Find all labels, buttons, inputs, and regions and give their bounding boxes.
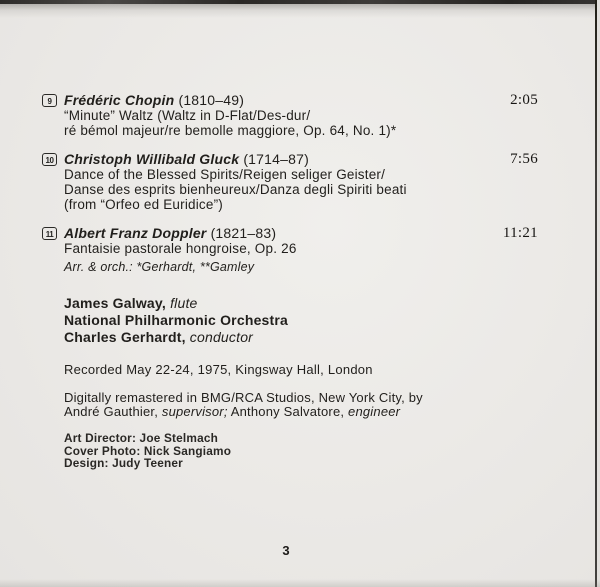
personnel-line-soloist	[64, 295, 538, 312]
track-title-line: “Minute” Waltz (Waltz in D-Flat/Des-dur/	[64, 108, 311, 123]
track-title-line: (from “Orfeo ed Euridice”)	[64, 197, 223, 212]
track-title-line: ré bémol majeur/re bemolle maggiore, Op. 64, No. 1)*	[64, 123, 397, 138]
track-number-box: 11	[42, 227, 57, 240]
track-heading	[64, 151, 490, 167]
performer-name: National Philharmonic Orchestra	[64, 312, 289, 328]
remaster-line-1: Digitally remastered in BMG/RCA Studios, New York City, by	[64, 390, 423, 405]
remaster-line-2	[64, 405, 538, 419]
track-number-box: 10	[42, 153, 57, 166]
performer-role: conductor	[189, 329, 254, 345]
credit-art-director: Art Director: Joe Stelmach	[64, 431, 219, 445]
composer-dates: (1714–87)	[243, 151, 309, 167]
composer-name: Albert Franz Doppler	[64, 225, 207, 241]
personnel-block	[64, 295, 538, 346]
personnel-line-orchestra	[64, 312, 538, 329]
composer-dates: (1821–83)	[210, 225, 277, 241]
arranger-note: Arr. & orch.: *Gerhardt, **Gamley	[64, 260, 255, 274]
remaster-names: André Gauthier,	[64, 403, 162, 419]
track-row-10	[42, 151, 538, 212]
remaster-role-supervisor: supervisor;	[161, 403, 228, 419]
track-row-11	[42, 225, 538, 256]
track-number-box: 9	[42, 94, 57, 107]
track-title-line: Danse des esprits bienheureux/Danza degli Spiriti beati	[64, 182, 407, 197]
track-title-line: Fantaisie pastorale hongroise, Op. 26	[64, 241, 297, 256]
track-text	[64, 225, 490, 256]
page-number: 3	[282, 542, 290, 558]
credit-cover-photo: Cover Photo: Nick Sangiamo	[64, 443, 232, 458]
track-heading	[64, 92, 490, 108]
remaster-note	[64, 391, 538, 418]
remaster-names: Anthony Salvatore,	[227, 403, 349, 419]
remaster-role-engineer: engineer	[348, 403, 401, 419]
track-row-9	[42, 92, 538, 138]
track-text	[64, 92, 490, 138]
track-title-line: Dance of the Blessed Spirits/Reigen seliger Geister/	[64, 167, 386, 182]
performer-name: Charles Gerhardt,	[64, 329, 186, 345]
track-duration: 11:21	[502, 225, 538, 241]
composer-name: Christoph Willibald Gluck	[64, 151, 240, 167]
track-duration: 7:56	[510, 151, 538, 167]
performer-role: flute	[170, 295, 198, 311]
performer-name: James Galway,	[64, 295, 166, 311]
track-heading	[64, 225, 490, 241]
track-text	[64, 151, 490, 212]
recording-note: Recorded May 22-24, 1975, Kingsway Hall, London	[64, 362, 373, 377]
track-duration: 2:05	[510, 92, 538, 108]
scan-edge-bottom	[0, 579, 600, 587]
credit-design: Design: Judy Teener	[64, 456, 183, 471]
composer-dates: (1810–49)	[178, 92, 245, 108]
personnel-line-conductor	[64, 329, 538, 346]
credits-block	[64, 432, 538, 470]
composer-name: Frédéric Chopin	[64, 92, 175, 108]
